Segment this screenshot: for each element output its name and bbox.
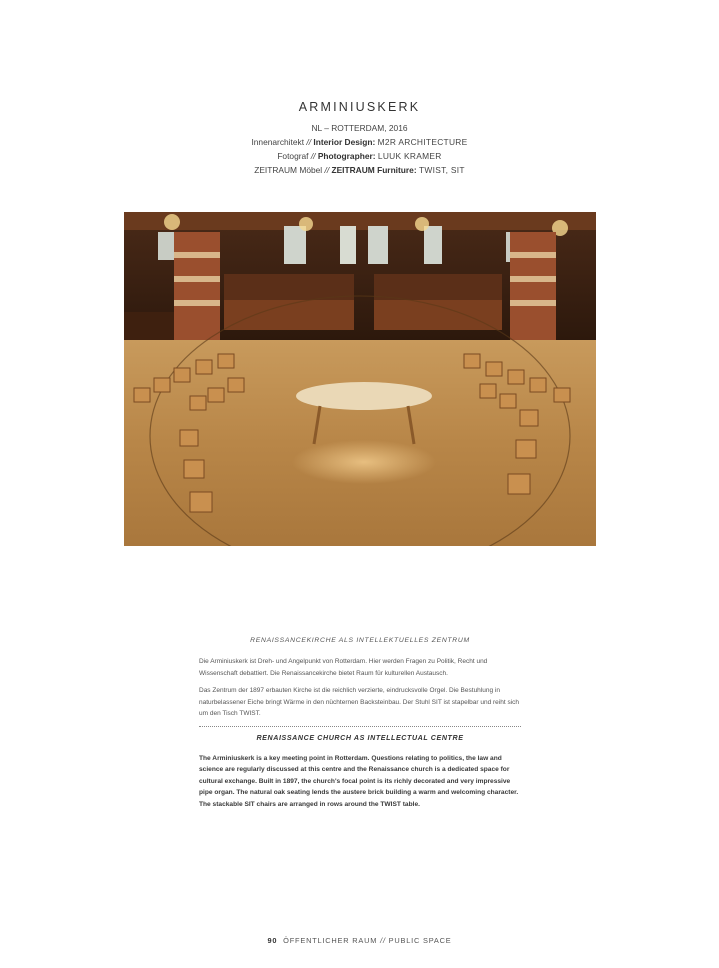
separator: // (306, 137, 312, 147)
church-interior-photo (124, 212, 596, 546)
german-heading: RENAISSANCEKIRCHE ALS INTELLEKTUELLES ZENTRUM (250, 637, 470, 644)
furniture-value: TWIST, SIT (418, 165, 465, 175)
english-heading: RENAISSANCE CHURCH AS INTELLECTUAL CENTRE (256, 733, 464, 742)
section-de: ÖFFENTLICHER RAUM (283, 936, 378, 945)
photo-label-de: Fotograf (277, 151, 309, 161)
page-number: 90 (267, 936, 278, 945)
german-paragraph-1: Die Arminiuskerk ist Dreh- und Angelpunkt von Rotterdam. Hier werden Fragen zu Politik, Recht und Wissenschaft debattiert. Die Renaissancekirche bietet Raum für kulturellen Austausch. (199, 658, 488, 677)
english-paragraph: The Arminiuskerk is a key meeting point in Rotterdam. Questions relating to politics, the law and science are regularly discussed at this centre and the Renaissance church is a dedicated space for cultural exchange. Built in 1897, the church's focal point is its richly decorated and very impressive pipe organ. The natural oak seating lends the austere brick building a warm and welcoming character. The stackable SIT chairs are arranged in rows around the TWIST table. (199, 754, 519, 808)
furniture-credit (0, 163, 719, 177)
photo-label-en: Photographer: (317, 151, 376, 161)
footer-separator: // (380, 936, 386, 945)
furniture-label-en: ZEITRAUM Furniture: (331, 165, 417, 175)
article-text (199, 637, 521, 810)
project-header (0, 100, 719, 177)
page-title: ARMINIUSKERK (298, 100, 421, 114)
dotted-divider (199, 726, 521, 727)
photographer-credit (0, 149, 719, 163)
separator: // (310, 151, 316, 161)
design-value: M2R ARCHITECTURE (377, 137, 468, 147)
section-en: PUBLIC SPACE (388, 936, 452, 945)
design-label-en: Interior Design: (313, 137, 376, 147)
separator: // (324, 165, 330, 175)
location-line: NL – ROTTERDAM, 2016 (311, 123, 408, 133)
interior-design-credit (0, 135, 719, 149)
design-label-de: Innenarchitekt (251, 137, 305, 147)
furniture-label-de: ZEITRAUM Möbel (254, 165, 323, 175)
page-footer (0, 936, 719, 945)
photo-value: LUUK KRAMER (377, 151, 442, 161)
german-paragraph-2: Das Zentrum der 1897 erbauten Kirche ist die reichlich verzierte, eindrucksvolle Orgel. Die Bestuhlung in naturbelassener Eiche bringt Wärme in den nüchternen Backsteinbau. Der Stuhl SIT ist stapelbar und reiht sich um den Tisch TWIST. (199, 687, 519, 718)
